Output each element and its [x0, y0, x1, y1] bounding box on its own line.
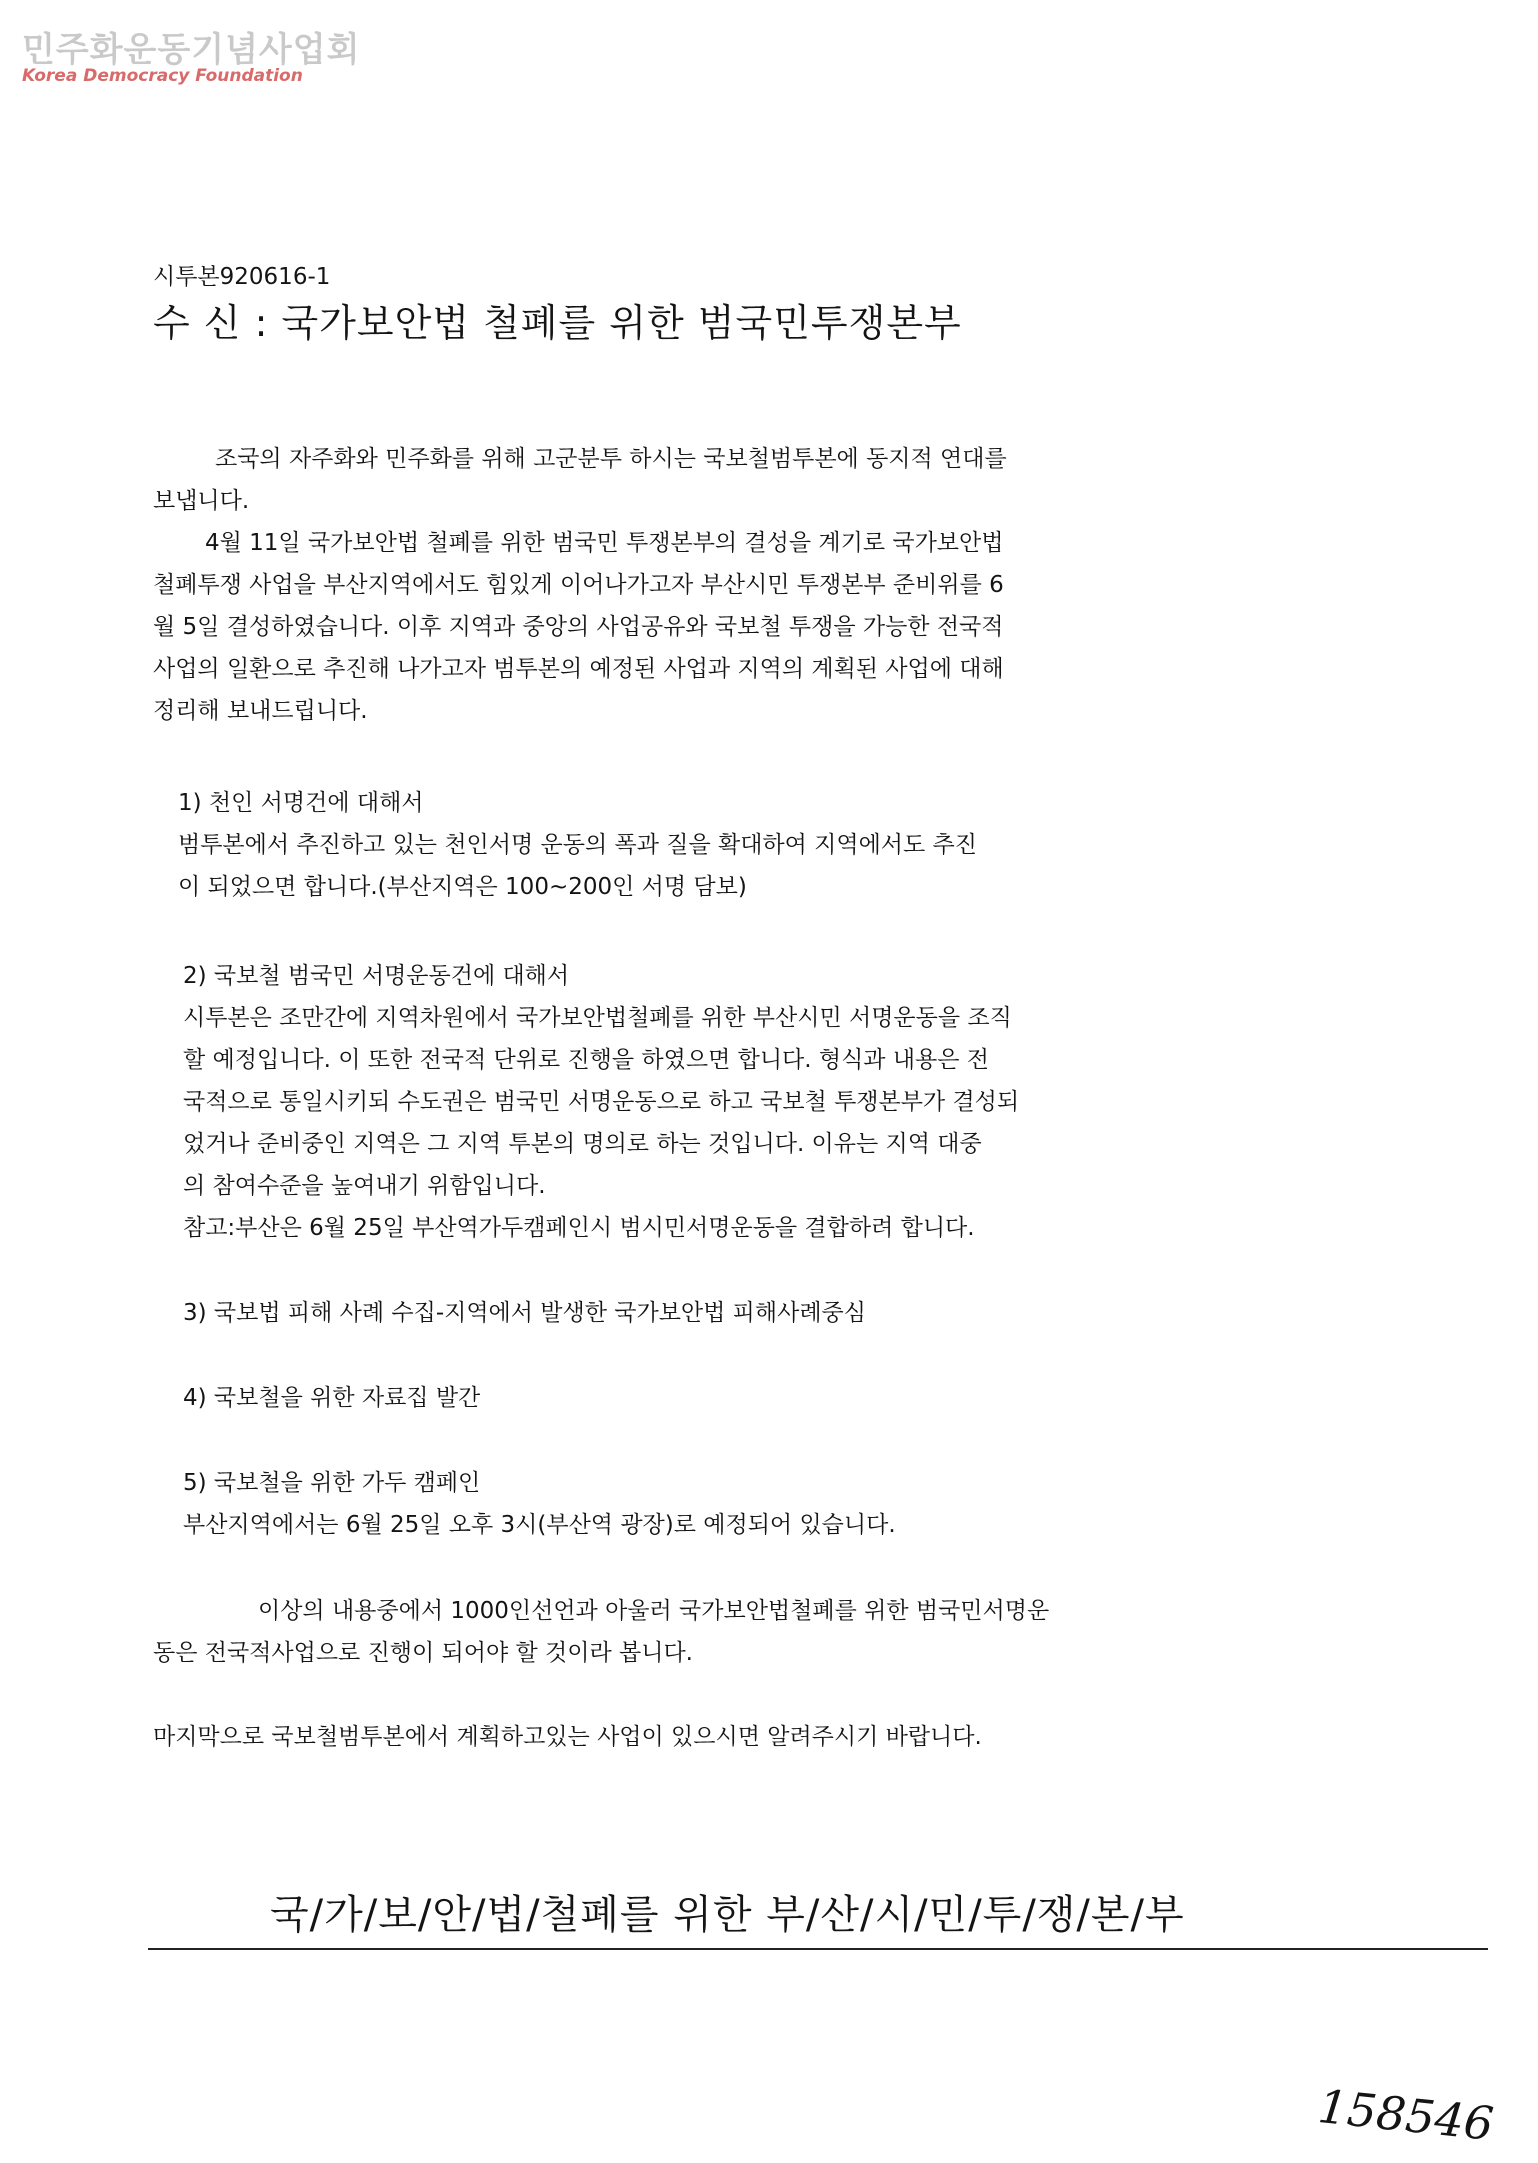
- item-2-line: 국적으로 통일시키되 수도권은 범국민 서명운동으로 하고 국보철 투쟁본부가 결성되: [183, 1089, 1020, 1115]
- item-1-heading: 1) 천인 서명건에 대해서: [178, 790, 424, 816]
- signature: 국/가/보/안/법/철폐를 위한 부/산/시/민/투/쟁/본/부: [270, 1892, 1185, 1938]
- conclusion-line: 이상의 내용중에서 1000인선언과 아울러 국가보안법철폐를 위한 범국민서명운: [258, 1598, 1050, 1624]
- intro-line: 철폐투쟁 사업을 부산지역에서도 힘있게 이어나가고자 부산시민 투쟁본부 준비위를 6: [153, 572, 1004, 598]
- item-3-heading: 3) 국보법 피해 사례 수집-지역에서 발생한 국가보안법 피해사례중심: [183, 1300, 866, 1326]
- archive-number: 158546: [1315, 2078, 1496, 2152]
- closing-line: 마지막으로 국보철범투본에서 계획하고있는 사업이 있으시면 알려주시기 바랍니다.: [153, 1724, 982, 1750]
- item-2-heading: 2) 국보철 범국민 서명운동건에 대해서: [183, 963, 570, 989]
- intro-line: 월 5일 결성하였습니다. 이후 지역과 중앙의 사업공유와 국보철 투쟁을 가능한 전국적: [153, 614, 1004, 640]
- item-2-line: 의 참여수준을 높여내기 위함입니다.: [183, 1173, 546, 1199]
- conclusion-line: 동은 전국적사업으로 진행이 되어야 할 것이라 봅니다.: [153, 1640, 693, 1666]
- signature-rule: [148, 1948, 1488, 1950]
- document-id: 시투본920616-1: [153, 264, 331, 290]
- item-5-heading: 5) 국보철을 위한 가두 캠페인: [183, 1470, 481, 1496]
- intro-line: 보냅니다.: [153, 488, 250, 514]
- item-2-line: 할 예정입니다. 이 또한 전국적 단위로 진행을 하였으면 합니다. 형식과 내용은 전: [183, 1047, 990, 1073]
- item-2-line: 었거나 준비중인 지역은 그 지역 투본의 명의로 하는 것입니다. 이유는 지역 대중: [183, 1131, 982, 1157]
- intro-line: 사업의 일환으로 추진해 나가고자 범투본의 예정된 사업과 지역의 계획된 사업에 대해: [153, 656, 1004, 682]
- item-2-line: 시투본은 조만간에 지역차원에서 국가보안법철폐를 위한 부산시민 서명운동을 조직: [183, 1005, 1012, 1031]
- intro-line: 조국의 자주화와 민주화를 위해 고군분투 하시는 국보철범투본에 동지적 연대를: [215, 446, 1007, 472]
- recipient-line: 수 신 : 국가보안법 철폐를 위한 범국민투쟁본부: [153, 301, 962, 345]
- item-1-line: 범투본에서 추진하고 있는 천인서명 운동의 폭과 질을 확대하여 지역에서도 추진: [178, 832, 977, 858]
- item-2-line: 참고:부산은 6월 25일 부산역가두캠페인시 범시민서명운동을 결합하려 합니다.: [183, 1215, 975, 1241]
- watermark-english: Korea Democracy Foundation: [22, 66, 303, 86]
- item-1-line: 이 되었으면 합니다.(부산지역은 100~200인 서명 담보): [178, 874, 747, 900]
- item-5-line: 부산지역에서는 6월 25일 오후 3시(부산역 광장)로 예정되어 있습니다.: [183, 1512, 896, 1538]
- watermark-korean: 민주화운동기념사업회: [22, 30, 361, 70]
- intro-line: 정리해 보내드립니다.: [153, 698, 368, 724]
- intro-line: 4월 11일 국가보안법 철폐를 위한 범국민 투쟁본부의 결성을 계기로 국가보안법: [205, 530, 1004, 556]
- item-4-heading: 4) 국보철을 위한 자료집 발간: [183, 1385, 481, 1411]
